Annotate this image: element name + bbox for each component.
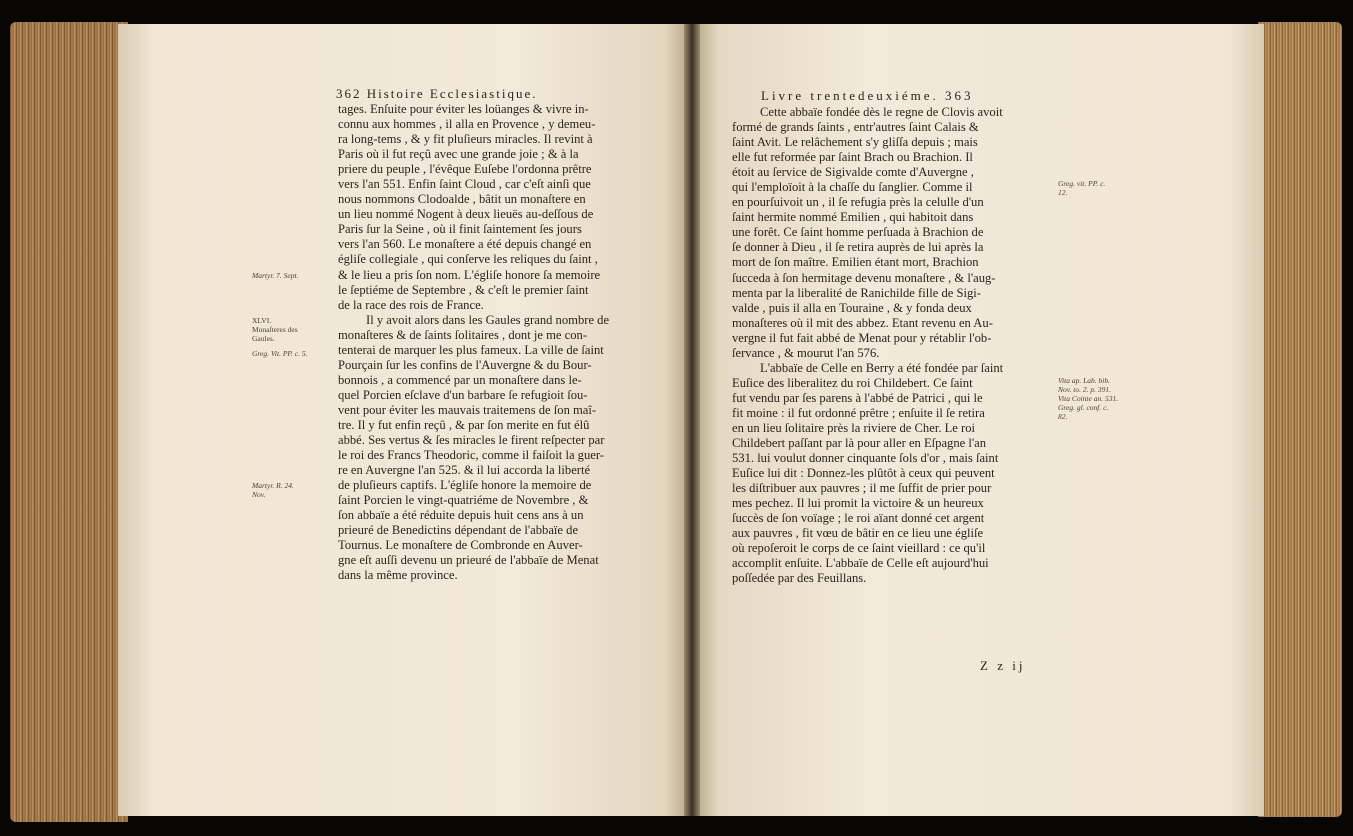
margin-note: Martyr. 7. Sept. [252, 270, 299, 280]
text-line: Childebert paſſant par là pour aller en Eſpagne l'an [732, 436, 987, 451]
text-line: ra long-tems , & y fit pluſieurs miracles. Il revint à [338, 132, 593, 147]
book-gutter [684, 24, 700, 816]
text-line: Tournus. Le monaſtere de Combronde en Auver- [338, 538, 583, 553]
text-line: formé de grands ſaints , entr'autres ſaint Calais & [732, 120, 979, 135]
text-line: 531. lui voulut donner cinquante ſols d'or , mais ſaint [732, 451, 999, 466]
right-running-header: Livre trentedeuxiéme. 363 [761, 88, 974, 103]
text-line: vent pour éviter les mauvais traitemens de ſon maî- [338, 402, 597, 417]
text-line: Euſice des liberalitez du roi Childebert. Ce ſaint [732, 375, 973, 390]
text-line: de pluſieurs captifs. L'égliſe honore la memoire de [338, 478, 592, 493]
text-line: Paris ſur la Seine , où il finit ſaintement ſes jours [338, 222, 582, 237]
right-page-edges [1258, 22, 1342, 817]
text-line: dans la même province. [338, 568, 458, 583]
text-line: valde , puis il alla en Touraine , & y fonda deux [732, 300, 972, 315]
margin-note: Nov. to. 2. p. 391. [1058, 384, 1111, 394]
text-line: ſaint hermite nommé Emilien , qui habitoit dans [732, 210, 974, 225]
left-body-text [338, 102, 609, 584]
margin-note: Vita Cointe an. 531. [1058, 393, 1119, 403]
margin-note: 82. [1058, 412, 1068, 421]
text-line: priere du peuple , l'évêque Euſebe l'ordonna prêtre [338, 162, 592, 177]
text-line: ſaint Porcien le vingt-quatriéme de Novembre , & [338, 493, 589, 508]
text-line: étoit au ſervice de Sigivalde comte d'Auvergne , [732, 165, 974, 180]
text-line: les diſtribuer aux pauvres ; il me ſuffit de prier pour [732, 481, 992, 496]
text-line: aux pauvres , fit vœu de bâtir en ce lieu une égliſe [732, 526, 984, 541]
text-line: prieuré de Benedictins dépendant de l'abbaïe de [338, 523, 579, 538]
text-line: qui l'emploïoit à la chaſſe du ſanglier. Comme il [732, 180, 973, 195]
text-line: ſucceda à ſon hermitage devenu monaſtere , & l'aug- [732, 270, 996, 285]
margin-note: Martyr. R. 24. [252, 481, 294, 491]
text-line: en pourſuivoit un , il ſe refugia près la celulle d'un [732, 195, 984, 210]
margin-note: Greg. vit. PP. c. [1058, 178, 1106, 188]
text-line: mes pechez. Il lui promit la victoire & un heureux [732, 496, 984, 511]
text-line: le roi des Francs Theodoric, comme il faiſoit la guer- [338, 448, 604, 463]
text-line: abbé. Ses vertus & ſes miracles le firent reſpecter par [338, 433, 605, 448]
text-line: poſſedée par des Feuillans. [732, 571, 867, 586]
text-line: tenterai de marquer les plus fameux. La ville de ſaint [338, 342, 604, 357]
text-line: bonnois , a commencé par un monaſtere dans le- [338, 372, 582, 387]
text-line: re en Auvergne l'an 525. & il lui accorda la liberté [338, 463, 591, 478]
text-line: nous nommons Clodoalde , bâtit un monaſtere en [338, 192, 586, 207]
text-line: ſervance , & mourut l'an 576. [732, 345, 880, 360]
margin-note: Greg. Vit. PP. c. 5. [252, 348, 308, 358]
text-line: le ſeptiéme de Septembre , & c'eſt le premier ſaint [338, 282, 589, 297]
text-line: ſe donner à Dieu , il ſe retira auprès de lui après la [732, 240, 984, 255]
text-line: une forêt. Ce ſaint homme perſuada à Brachion de [732, 225, 984, 240]
margin-note: Monaſteres des [252, 324, 298, 334]
text-line: vergne il fut fait abbé de Menat pour y rétablir l'ob- [732, 330, 992, 345]
text-line: menta par la liberalité de Ranichilde fille de Sigi- [732, 285, 981, 300]
text-line: fut vendu par ſes parens à l'abbé de Patrici , qui le [732, 390, 983, 405]
margin-note: Greg. gl. conf. c. [1058, 402, 1109, 412]
text-line: gne eſt auſſi devenu un prieuré de l'abbaïe de Menat [338, 553, 599, 568]
text-line: un lieu nommé Nogent à deux lieuës au-deſſous de [338, 207, 594, 222]
signature-mark: Z z ij [980, 658, 1026, 673]
margin-note: 12. [1058, 187, 1068, 197]
text-line: Il y avoit alors dans les Gaules grand nombre de [366, 312, 610, 327]
margin-note: Vita ap. Lab. bib. [1058, 375, 1110, 385]
text-line: Paris où il fut reçû avec une grande joie ; & à la [338, 147, 579, 162]
text-line: vers l'an 551. Enfin ſaint Cloud , car c'eſt ainſi que [338, 177, 591, 192]
text-line: quel Porcien eſclave d'un barbare ſe refugioit ſou- [338, 387, 588, 402]
text-line: de la race des rois de France. [338, 297, 484, 312]
left-page-edges [10, 22, 128, 822]
right-body-text [732, 105, 1003, 587]
left-running-header: 362 Histoire Ecclesiastique. [336, 86, 538, 101]
text-line: ſon abbaïe a été réduite depuis huit cens ans à un [338, 508, 584, 523]
text-line: fit moine : il fut ordonné prêtre ; enſuite il ſe retira [732, 405, 985, 420]
text-line: Pourçain ſur les confins de l'Auvergne & du Bour- [338, 357, 592, 372]
text-line: connu aux hommes , il alla en Provence , y demeu- [338, 117, 596, 132]
text-line: & le lieu a pris ſon nom. L'égliſe honore ſa memoire [338, 267, 601, 282]
text-line: tages. Enſuite pour éviter les loüanges & vivre in- [338, 102, 589, 116]
text-line: monaſteres & de ſaints ſolitaires , dont je me con- [338, 327, 588, 342]
text-line: monaſteres où il mit des abbez. Etant revenu en Au- [732, 315, 993, 330]
text-line: accomplit enſuite. L'abbaïe de Celle eſt aujourd'hui [732, 556, 989, 571]
text-line: mort de ſon maître. Emilien étant mort, Brachion [732, 255, 979, 270]
text-line: égliſe collegiale , qui conſerve les reliques du ſaint , [338, 252, 598, 267]
text-line: vers l'an 560. Le monaſtere a été depuis changé en [338, 237, 592, 252]
text-line: tre. Il y fut enfin reçû , & par ſon merite en fut élû [338, 417, 590, 432]
text-line: ſuccès de ſon voïage ; le roi aïant donné cet argent [732, 511, 985, 526]
text-line: L'abbaïe de Celle en Berry a été fondée par ſaint [760, 360, 1004, 375]
text-line: Cette abbaïe fondée dès le regne de Clovis avoit [760, 105, 1003, 119]
margin-note: Nov. [252, 490, 266, 500]
margin-note: XLVI. [252, 315, 272, 325]
text-line: elle fut reformée par ſaint Brach ou Brachion. Il [732, 150, 973, 165]
text-line: Euſice lui dit : Donnez-les plûtôt à ceux qui peuvent [732, 466, 995, 481]
text-line: en un lieu ſolitaire près la riviere de Cher. Le roi [732, 420, 976, 435]
text-line: où repoſeroit le corps de ce ſaint vieillard : ce qu'il [732, 541, 986, 556]
margin-note: Gaules. [252, 333, 275, 343]
text-line: ſaint Avit. Le relâchement s'y gliſſa depuis ; mais [732, 135, 978, 150]
